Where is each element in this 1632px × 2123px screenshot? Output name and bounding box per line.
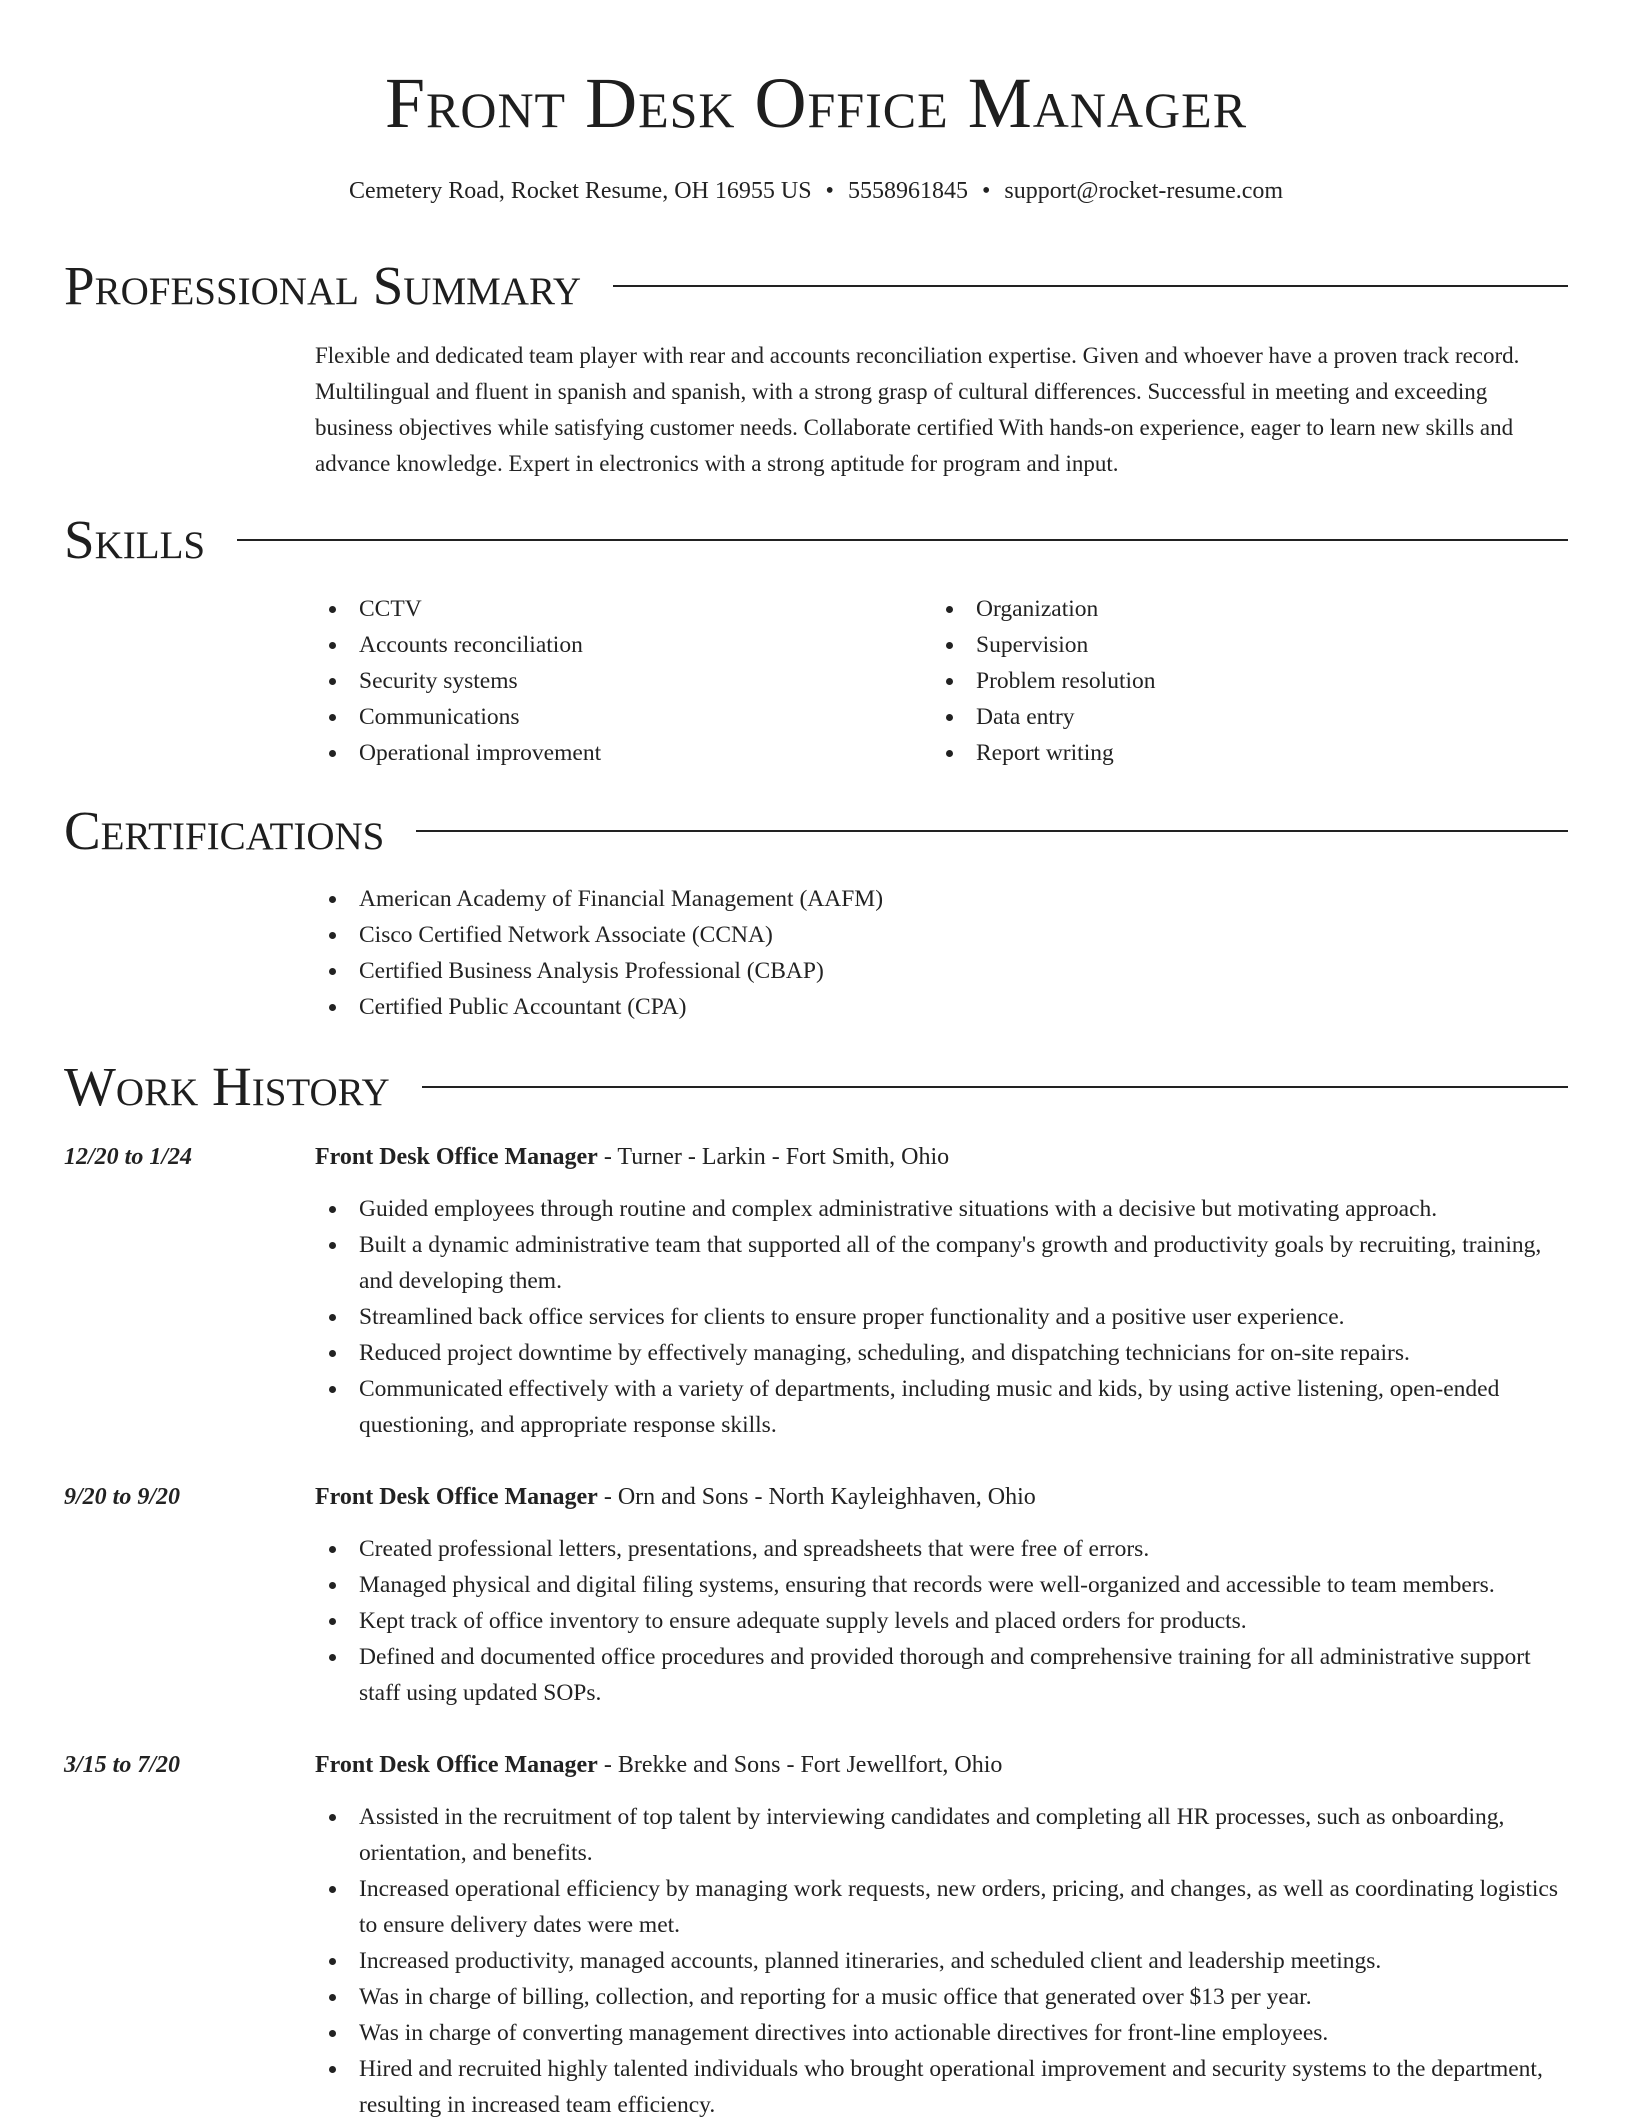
- skills-section-title: Skills: [64, 509, 206, 570]
- certification-item: Certified Business Analysis Professional (CBAP): [315, 953, 1515, 989]
- skill-item: Operational improvement: [315, 735, 915, 771]
- skills-list-left: [315, 591, 915, 771]
- skills-section-header: [64, 510, 1568, 570]
- skill-item: Communications: [315, 699, 915, 735]
- resume-name-heading: Front Desk Office Manager: [384, 63, 1248, 143]
- skill-item: Supervision: [932, 627, 1532, 663]
- skill-item: Report writing: [932, 735, 1532, 771]
- skill-item: Security systems: [315, 663, 915, 699]
- section-divider: [237, 539, 1568, 541]
- job-bullet: Streamlined back office services for clients to ensure proper functionality and a positive user experience.: [315, 1299, 1568, 1335]
- job-bullet: Increased productivity, managed accounts, planned itineraries, and scheduled client and leadership meetings.: [315, 1943, 1568, 1979]
- work-history-section-title: Work History: [64, 1056, 390, 1117]
- work-history-section-header: [64, 1057, 1568, 1117]
- job-title: Front Desk Office Manager: [315, 1484, 598, 1510]
- skill-item: Problem resolution: [932, 663, 1532, 699]
- job-dates: 9/20 to 9/20: [64, 1484, 181, 1510]
- job-title: Front Desk Office Manager: [315, 1144, 598, 1170]
- section-divider: [422, 1086, 1568, 1088]
- section-divider: [613, 285, 1568, 287]
- job-title-line: [315, 1139, 1568, 1175]
- skills-list-right: [932, 591, 1532, 771]
- job-bullets: [315, 1799, 1568, 2123]
- job-bullet: Was in charge of converting management directives into actionable directives for front-line employees.: [315, 2015, 1568, 2051]
- job-bullet: Created professional letters, presentations, and spreadsheets that were free of errors.: [315, 1531, 1568, 1567]
- skill-item: Data entry: [932, 699, 1532, 735]
- job-bullet: Kept track of office inventory to ensure adequate supply levels and placed orders for products.: [315, 1603, 1568, 1639]
- job-title: Front Desk Office Manager: [315, 1752, 598, 1778]
- job-bullet: Reduced project downtime by effectively managing, scheduling, and dispatching technicians for on-site repairs.: [315, 1335, 1568, 1371]
- job-bullet: Guided employees through routine and complex administrative situations with a decisive but motivating approach.: [315, 1191, 1568, 1227]
- contact-email: support@rocket-resume.com: [1004, 178, 1284, 204]
- contact-phone: 5558961845: [847, 178, 968, 204]
- contact-address: Cemetery Road, Rocket Resume, OH 16955 US: [348, 178, 812, 204]
- contact-line: [0, 174, 1632, 208]
- job-bullet: Was in charge of billing, collection, and reporting for a music office that generated over $13 per year.: [315, 1979, 1568, 2015]
- skill-item: Organization: [932, 591, 1532, 627]
- skill-item: CCTV: [315, 591, 915, 627]
- job-employer-location: - Brekke and Sons - Fort Jewellfort, Ohio: [597, 1752, 1003, 1778]
- job-title-line: [315, 1747, 1568, 1783]
- job-bullet: Defined and documented office procedures and provided thorough and comprehensive training for all administrative support staff using updated SOPs.: [315, 1639, 1568, 1711]
- certification-item: Cisco Certified Network Associate (CCNA): [315, 917, 1515, 953]
- summary-text: Flexible and dedicated team player with rear and accounts reconciliation expertise. Given and whoever have a proven track record. Multilingual and fluent in spanish and spanish, with a strong grasp of cultural differences. Successful in meeting and exceeding business objectives while satisfying customer needs. Collaborate certified With hands-on experience, eager to learn new skills and advance knowledge. Expert in electronics with a strong aptitude for program and input.: [315, 343, 1520, 476]
- certification-item: Certified Public Accountant (CPA): [315, 989, 1515, 1025]
- summary-section-title: Professional Summary: [64, 255, 582, 316]
- job-dates: 12/20 to 1/24: [64, 1144, 193, 1170]
- certifications-section-header: [64, 801, 1568, 861]
- job-employer-location: - Orn and Sons - North Kayleighhaven, Ohio: [597, 1484, 1036, 1510]
- job-employer-location: - Turner - Larkin - Fort Smith, Ohio: [597, 1144, 950, 1170]
- certification-item: American Academy of Financial Management (AAFM): [315, 881, 1515, 917]
- summary-section-header: [64, 256, 1568, 316]
- job-bullet: Managed physical and digital filing systems, ensuring that records were well-organized and accessible to team members.: [315, 1567, 1568, 1603]
- job-title-line: [315, 1479, 1568, 1515]
- job-bullet: Communicated effectively with a variety of departments, including music and kids, by using active listening, open-ended questioning, and appropriate response skills.: [315, 1371, 1568, 1443]
- job-bullet: Assisted in the recruitment of top talent by interviewing candidates and completing all HR processes, such as onboarding, orientation, and benefits.: [315, 1799, 1568, 1871]
- contact-separator: •: [981, 178, 991, 204]
- skill-item: Accounts reconciliation: [315, 627, 915, 663]
- job-bullet: Hired and recruited highly talented individuals who brought operational improvement and security systems to the department, resulting in increased team efficiency.: [315, 2051, 1568, 2123]
- job-bullets: [315, 1531, 1568, 1711]
- contact-separator: •: [825, 178, 834, 204]
- certifications-list: [315, 881, 1515, 1025]
- section-divider: [416, 830, 1568, 832]
- job-bullets: [315, 1191, 1568, 1443]
- certifications-section-title: Certifications: [64, 800, 385, 861]
- job-bullet: Increased operational efficiency by managing work requests, new orders, pricing, and changes, as well as coordinating logistics to ensure delivery dates were met.: [315, 1871, 1568, 1943]
- job-dates: 3/15 to 7/20: [64, 1752, 181, 1778]
- job-bullet: Built a dynamic administrative team that supported all of the company's growth and productivity goals by recruiting, training, and developing them.: [315, 1227, 1568, 1299]
